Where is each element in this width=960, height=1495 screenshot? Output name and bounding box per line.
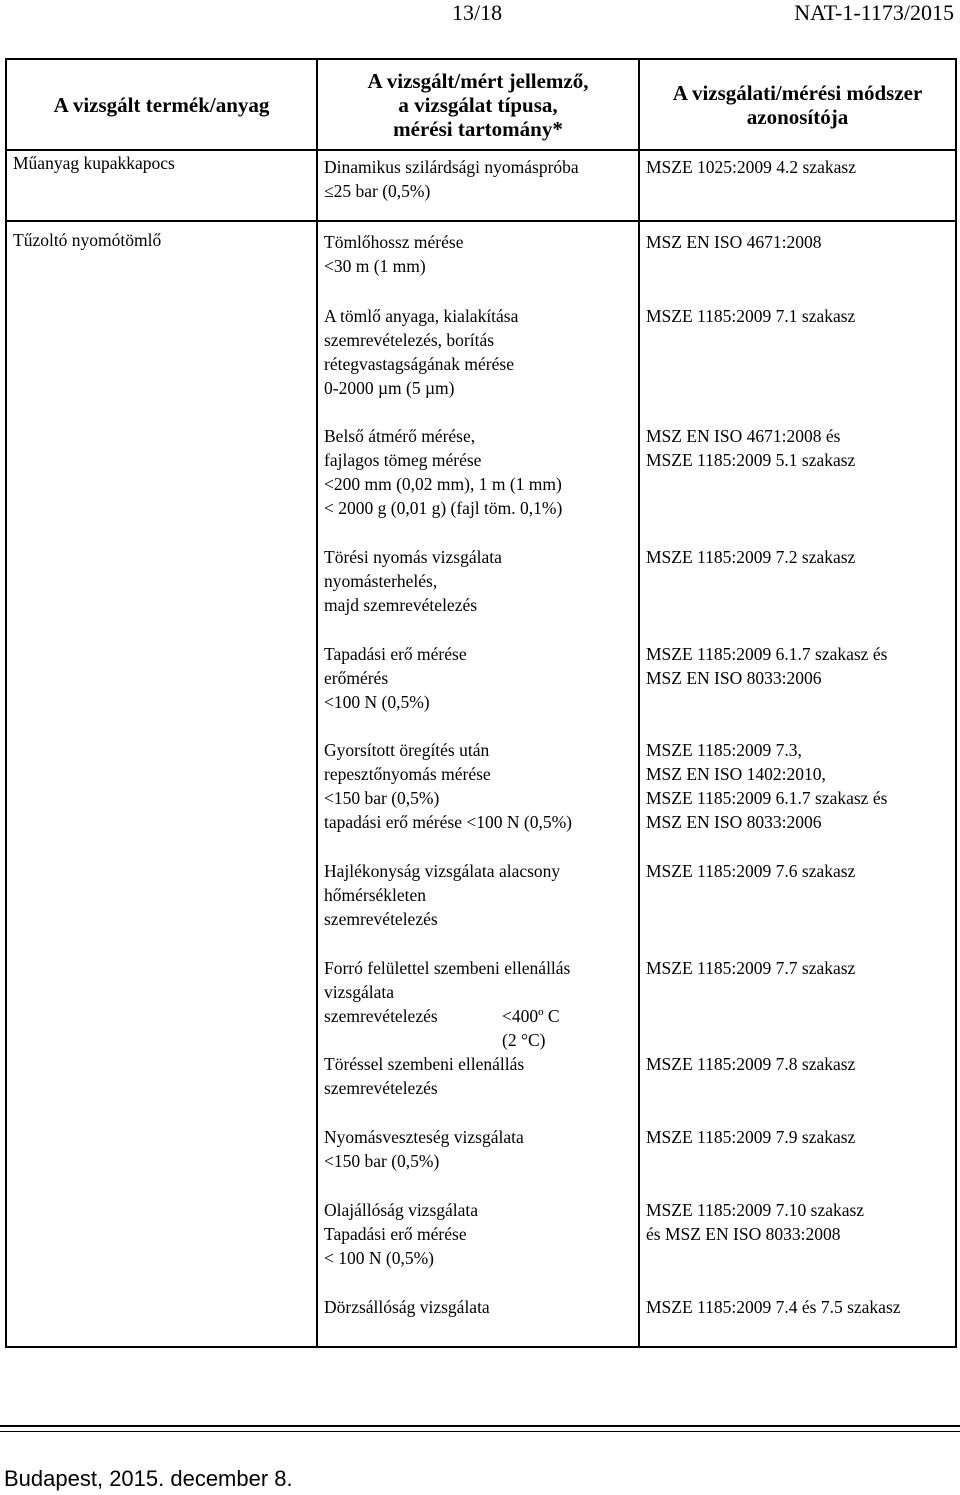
header-line: A vizsgálati/mérési módszer (672, 80, 923, 105)
characteristic-line: Töréssel szembeni ellenállás (324, 1054, 525, 1074)
method-line: MSZE 1025:2009 4.2 szakasz (646, 157, 856, 177)
table-row (6, 150, 956, 221)
method-cell (639, 221, 956, 1347)
method-block (646, 956, 855, 980)
characteristic-line: Tömlőhossz mérése (324, 232, 464, 252)
method-block (646, 545, 855, 569)
footer-rule (0, 1425, 960, 1427)
method-block (646, 859, 855, 883)
characteristic-line: 0-2000 µm (5 µm) (324, 378, 455, 398)
characteristic-line: Forró felülettel szembeni ellenállás (324, 958, 571, 978)
characteristic-line: Belső átmérő mérése, (324, 426, 476, 446)
method-cell (639, 150, 956, 221)
table-header-row (6, 59, 956, 150)
characteristic-block (324, 304, 518, 400)
characteristic-line: < 2000 g (0,01 g) (fajl töm. 0,1%) (324, 498, 563, 518)
characteristic-line: nyomásterhelés, (324, 571, 438, 591)
characteristic-cell (317, 150, 639, 221)
method-line: MSZE 1185:2009 6.1.7 szakasz és (646, 644, 888, 664)
characteristic-line: Törési nyomás vizsgálata (324, 547, 502, 567)
characteristic-line: rétegvastagságának mérése (324, 354, 514, 374)
characteristic-line: <100 N (0,5%) (324, 692, 430, 712)
characteristic-line: Nyomásveszteség vizsgálata (324, 1127, 524, 1147)
characteristic-line: szemrevételezés, borítás (324, 330, 495, 350)
characteristic-line: Olajállóság vizsgálata (324, 1200, 479, 1220)
header-line: azonosítója (746, 104, 849, 129)
header-method (639, 59, 956, 150)
method-block (646, 230, 822, 254)
method-line: MSZE 1185:2009 5.1 szakasz (646, 450, 856, 470)
method-line: MSZE 1185:2009 7.6 szakasz (646, 861, 856, 881)
characteristic-block (324, 1198, 478, 1270)
footer-date: Budapest, 2015. december 8. (4, 1466, 293, 1491)
characteristic-block (324, 1125, 524, 1173)
method-block (646, 424, 855, 472)
characteristic-block (324, 1052, 524, 1100)
method-line: MSZ EN ISO 4671:2008 (646, 232, 822, 252)
accreditation-table (5, 58, 957, 1348)
characteristic-line: <150 bar (0,5%) (324, 788, 440, 808)
product-name: Műanyag kupakkapocs (13, 153, 175, 173)
characteristic-line: ≤25 bar (0,5%) (324, 181, 431, 201)
characteristic-line: Gyorsított öregítés után (324, 740, 490, 760)
characteristic-line: tapadási erő mérése <100 N (0,5%) (324, 812, 572, 832)
header-line: A vizsgált termék/anyag (53, 92, 270, 117)
characteristic-block (324, 230, 463, 278)
characteristic-line: Tapadási erő mérése (324, 644, 467, 664)
characteristic-line: erőmérés (324, 668, 389, 688)
method-line: MSZE 1185:2009 6.1.7 szakasz és (646, 788, 888, 808)
document-id: NAT-1-1173/2015 (794, 0, 954, 25)
characteristic-line: <30 m (1 mm) (324, 256, 426, 276)
characteristic-line: majd szemrevételezés (324, 595, 478, 615)
method-block (646, 304, 855, 328)
characteristic-line: szemrevételezés (324, 1006, 438, 1026)
header-line: mérési tartomány* (393, 116, 563, 141)
method-line: MSZE 1185:2009 7.10 szakasz (646, 1200, 865, 1220)
method-block (646, 738, 887, 834)
product-name: Tűzoltó nyomótömlő (13, 230, 162, 250)
characteristic-line: vizsgálata (324, 982, 394, 1002)
characteristic-block (324, 642, 467, 714)
characteristic-line: Tapadási erő mérése (324, 1224, 467, 1244)
table-row (6, 221, 956, 1347)
characteristic-line: repesztőnyomás mérése (324, 764, 491, 784)
header-characteristic (317, 59, 639, 150)
header-product (6, 59, 317, 150)
method-line: MSZ EN ISO 8033:2006 (646, 668, 822, 688)
characteristic-line: < 100 N (0,5%) (324, 1248, 434, 1268)
product-cell (6, 150, 317, 221)
characteristic-block (324, 859, 560, 931)
characteristic-line: szemrevételezés (324, 909, 438, 929)
method-line: MSZE 1185:2009 7.1 szakasz (646, 306, 856, 326)
method-line: MSZ EN ISO 1402:2010, (646, 764, 826, 784)
method-line: MSZ EN ISO 8033:2006 (646, 812, 822, 832)
method-block (646, 1052, 855, 1076)
characteristic-line: fajlagos tömeg mérése (324, 450, 482, 470)
method-line: MSZE 1185:2009 7.3, (646, 740, 802, 760)
method-line: MSZE 1185:2009 7.4 és 7.5 szakasz (646, 1297, 901, 1317)
temperature-range: <400º C (2 °C) (502, 1006, 560, 1050)
method-line: MSZE 1185:2009 7.9 szakasz (646, 1127, 856, 1147)
method-line: MSZE 1185:2009 7.2 szakasz (646, 547, 856, 567)
method-line: és MSZ EN ISO 8033:2008 (646, 1224, 841, 1244)
header-line: A vizsgált/mért jellemző, (367, 68, 589, 93)
characteristic-line: A tömlő anyaga, kialakítása (324, 306, 519, 326)
product-cell (6, 221, 317, 1347)
method-block (646, 1295, 901, 1319)
characteristic-block (324, 1295, 490, 1319)
characteristic-cell (317, 221, 639, 1347)
method-block (646, 1198, 864, 1246)
characteristic-line: szemrevételezés (324, 1078, 438, 1098)
method-line: MSZE 1185:2009 7.7 szakasz (646, 958, 856, 978)
method-line: MSZE 1185:2009 7.8 szakasz (646, 1054, 856, 1074)
characteristic-block (324, 424, 562, 520)
method-block (646, 1125, 855, 1149)
method-block (646, 642, 887, 690)
characteristic-line: hőmérsékleten (324, 885, 427, 905)
characteristic-block (324, 956, 571, 1050)
characteristic-line: <200 mm (0,02 mm), 1 m (1 mm) (324, 474, 562, 494)
characteristic-line: Dinamikus szilárdsági nyomáspróba (324, 157, 579, 177)
characteristic-line: <150 bar (0,5%) (324, 1151, 440, 1171)
characteristic-line: Dörzsállóság vizsgálata (324, 1297, 490, 1317)
characteristic-block (324, 738, 572, 834)
page-number: 13/18 (452, 0, 503, 25)
header-line: a vizsgálat típusa, (398, 92, 558, 117)
characteristic-line: Hajlékonyság vizsgálata alacsony (324, 861, 561, 881)
characteristic-block (324, 545, 502, 617)
footer-rule (0, 1431, 960, 1432)
method-line: MSZ EN ISO 4671:2008 és (646, 426, 841, 446)
